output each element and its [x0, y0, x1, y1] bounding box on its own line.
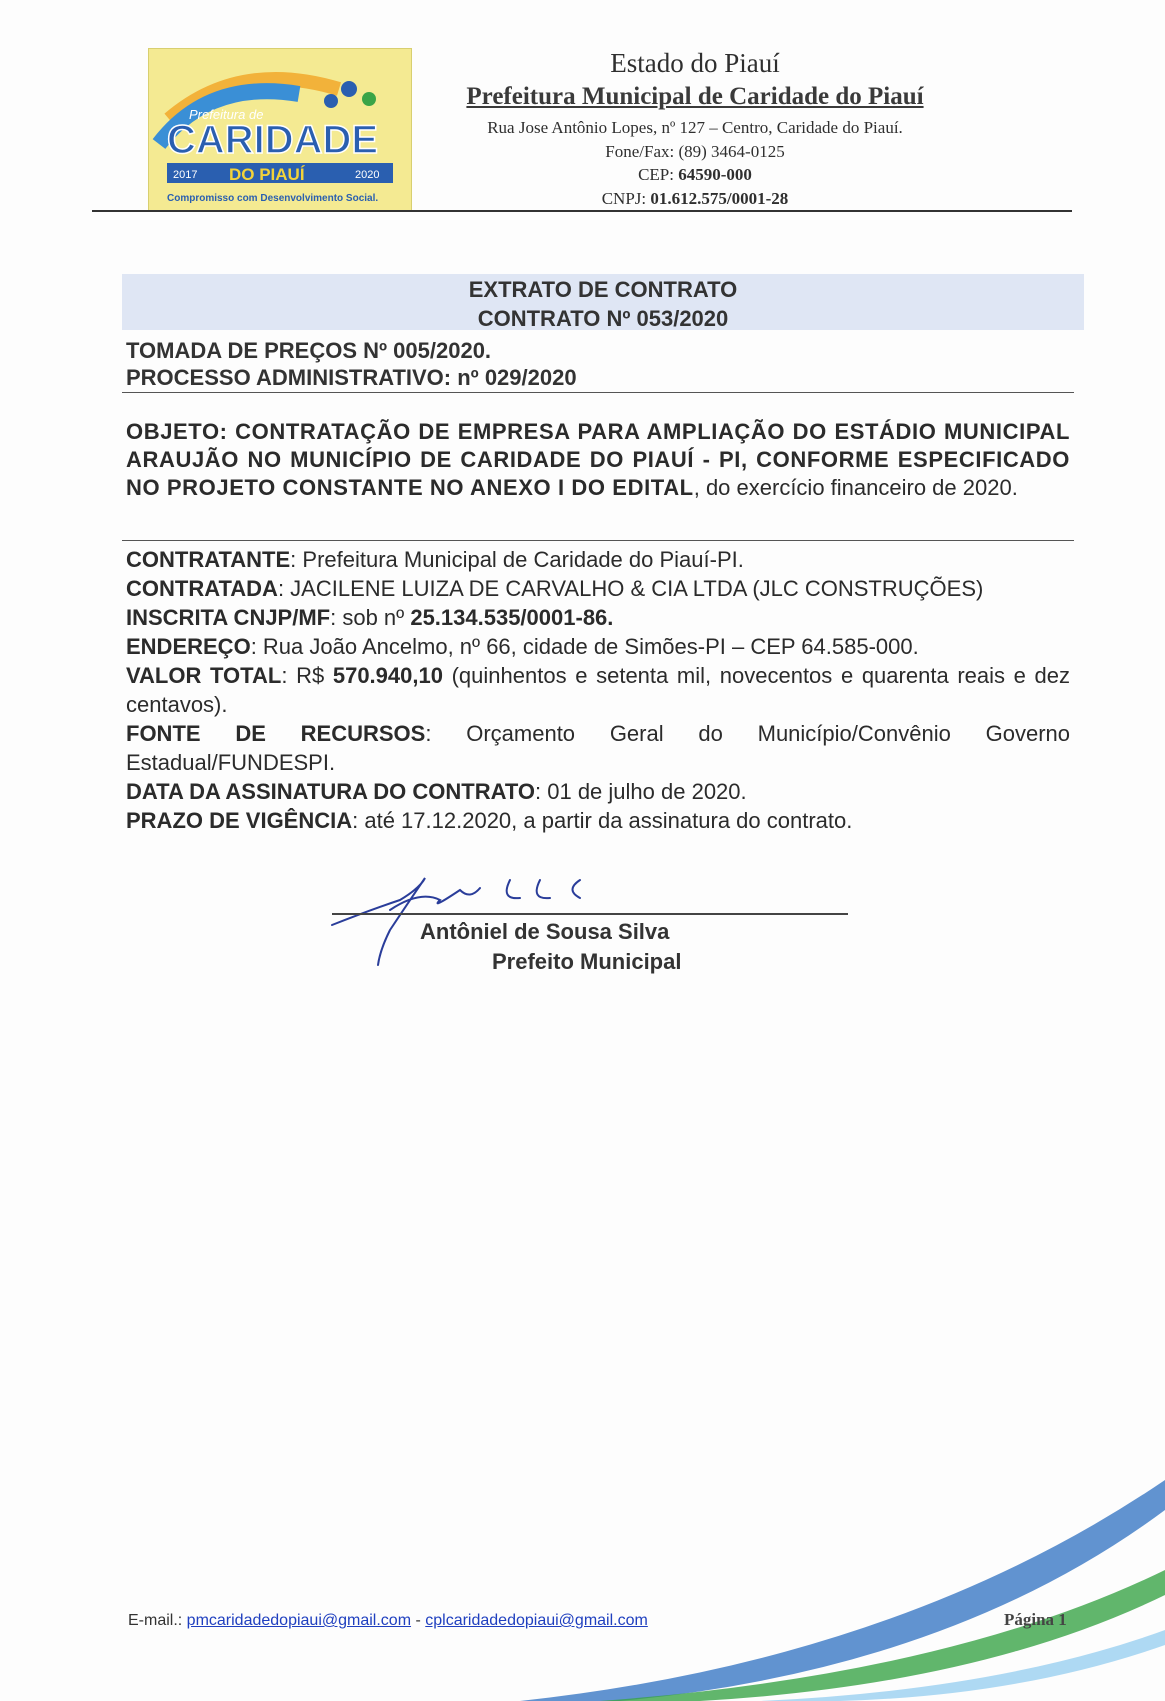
prefecture-address: Rua Jose Antônio Lopes, nº 127 – Centro, Caridade do Piauí.	[487, 118, 903, 137]
valor-rest: (quinhentos e setenta mil, novecentos e quarenta reais e dez centavos).	[126, 663, 1071, 717]
valor-prefix: : R$	[281, 663, 333, 688]
prazo-label: PRAZO DE VIGÊNCIA	[126, 808, 353, 833]
document-title: EXTRATO DE CONTRATO	[468, 277, 738, 302]
fonte-row	[126, 719, 1070, 777]
prazo-row	[126, 806, 1070, 835]
signer-name: Antôniel de Sousa Silva	[420, 919, 670, 944]
contract-number: CONTRATO Nº 053/2020	[477, 306, 729, 331]
prefecture-cnpj	[420, 189, 970, 209]
svg-text:2020: 2020	[355, 169, 380, 181]
processo-text: PROCESSO ADMINISTRATIVO: nº 029/2020	[126, 365, 577, 390]
valor-label: VALOR TOTAL	[126, 663, 282, 688]
email-label: E-mail.:	[128, 1612, 187, 1629]
divider	[122, 540, 1074, 541]
tomada-text: TOMADA DE PREÇOS Nº 005/2020.	[126, 338, 492, 363]
svg-text:CARIDADE: CARIDADE	[167, 118, 379, 162]
processo-administrativo	[126, 365, 577, 391]
email-link-cpl[interactable]: cplcaridadedopiaui@gmail.com	[425, 1612, 648, 1629]
contratante-row	[126, 545, 1070, 574]
objeto-label: OBJETO: CONTRATAÇÃO DE EMPRESA PARA AMPLIAÇÃO DO ESTÁDIO MUNICIPAL ARAUJÃO NO MUNICÍPIO DE CARIDADE DO PIAUÍ - PI, CONFORME ESPECIFICADO NO PROJETO CONSTANTE NO ANEXO I DO EDITAL	[126, 419, 1070, 500]
logo-graphic	[149, 49, 411, 211]
prefecture-name: Prefeitura Municipal de Caridade do Piauí	[466, 83, 924, 110]
data-value: : 01 de julho de 2020.	[535, 779, 747, 804]
svg-text:DO PIAUÍ: DO PIAUÍ	[229, 165, 305, 184]
svg-text:Prefeitura de: Prefeitura de	[189, 107, 264, 122]
prefecture-logo	[148, 48, 412, 212]
cnpj-value: 01.612.575/0001-28	[650, 189, 789, 208]
contratante-label: CONTRATANTE	[126, 547, 291, 572]
contratada-label: CONTRATADA	[126, 576, 278, 601]
prefecture-phone: Fone/Fax: (89) 3464-0125	[605, 142, 785, 161]
valor-value: 570.940,10	[332, 663, 443, 688]
fonte-value: : Orçamento Geral do Município/Convênio Governo Estadual/FUNDESPI.	[126, 721, 1070, 775]
endereco-row	[126, 632, 1070, 661]
inscrita-value: 25.134.535/0001-86.	[410, 605, 614, 630]
valor-row	[126, 661, 1070, 719]
endereco-label: ENDEREÇO	[126, 634, 251, 659]
contratante-value: : Prefeitura Municipal de Caridade do Piauí-PI.	[290, 547, 744, 572]
inscrita-prefix: : sob nº	[330, 605, 411, 630]
footer-swoosh	[0, 1460, 1165, 1701]
header-divider	[92, 210, 1072, 212]
prefecture-cep	[420, 165, 970, 185]
data-label: DATA DA ASSINATURA DO CONTRATO	[126, 779, 536, 804]
contratada-value: : JACILENE LUIZA DE CARVALHO & CIA LTDA (JLC CONSTRUÇÕES)	[277, 576, 984, 601]
cep-label: CEP:	[638, 165, 679, 184]
footer-emails	[128, 1612, 648, 1630]
divider	[122, 392, 1074, 393]
inscrita-label: INSCRITA CNJP/MF	[126, 605, 331, 630]
fonte-label: FONTE DE RECURSOS	[126, 721, 426, 746]
page-number: Página 1	[1004, 1610, 1067, 1629]
prazo-value: : até 17.12.2020, a partir da assinatura do contrato.	[352, 808, 853, 833]
contract-details	[126, 545, 1070, 835]
email-link-pm[interactable]: pmcaridadedopiaui@gmail.com	[186, 1612, 412, 1629]
signature-line	[332, 913, 848, 915]
inscrita-row	[126, 603, 1070, 632]
cep-value: 64590-000	[678, 165, 752, 184]
svg-text:2017: 2017	[173, 169, 198, 181]
contratada-row	[126, 574, 1070, 603]
cnpj-label: CNPJ:	[601, 189, 651, 208]
svg-text:Compromisso com Desenvolviment: Compromisso com Desenvolvimento Social.	[167, 193, 379, 204]
state-name: Estado do Piauí	[610, 48, 780, 78]
objeto-paragraph	[126, 418, 1070, 502]
signer-role: Prefeito Municipal	[492, 949, 682, 974]
endereco-value: : Rua João Ancelmo, nº 66, cidade de Simões-PI – CEP 64.585-000.	[250, 634, 919, 659]
objeto-rest: , do exercício financeiro de 2020.	[693, 475, 1018, 500]
email-separator: -	[411, 1612, 426, 1629]
data-assinatura-row	[126, 777, 1070, 806]
tomada-precos	[126, 338, 491, 364]
